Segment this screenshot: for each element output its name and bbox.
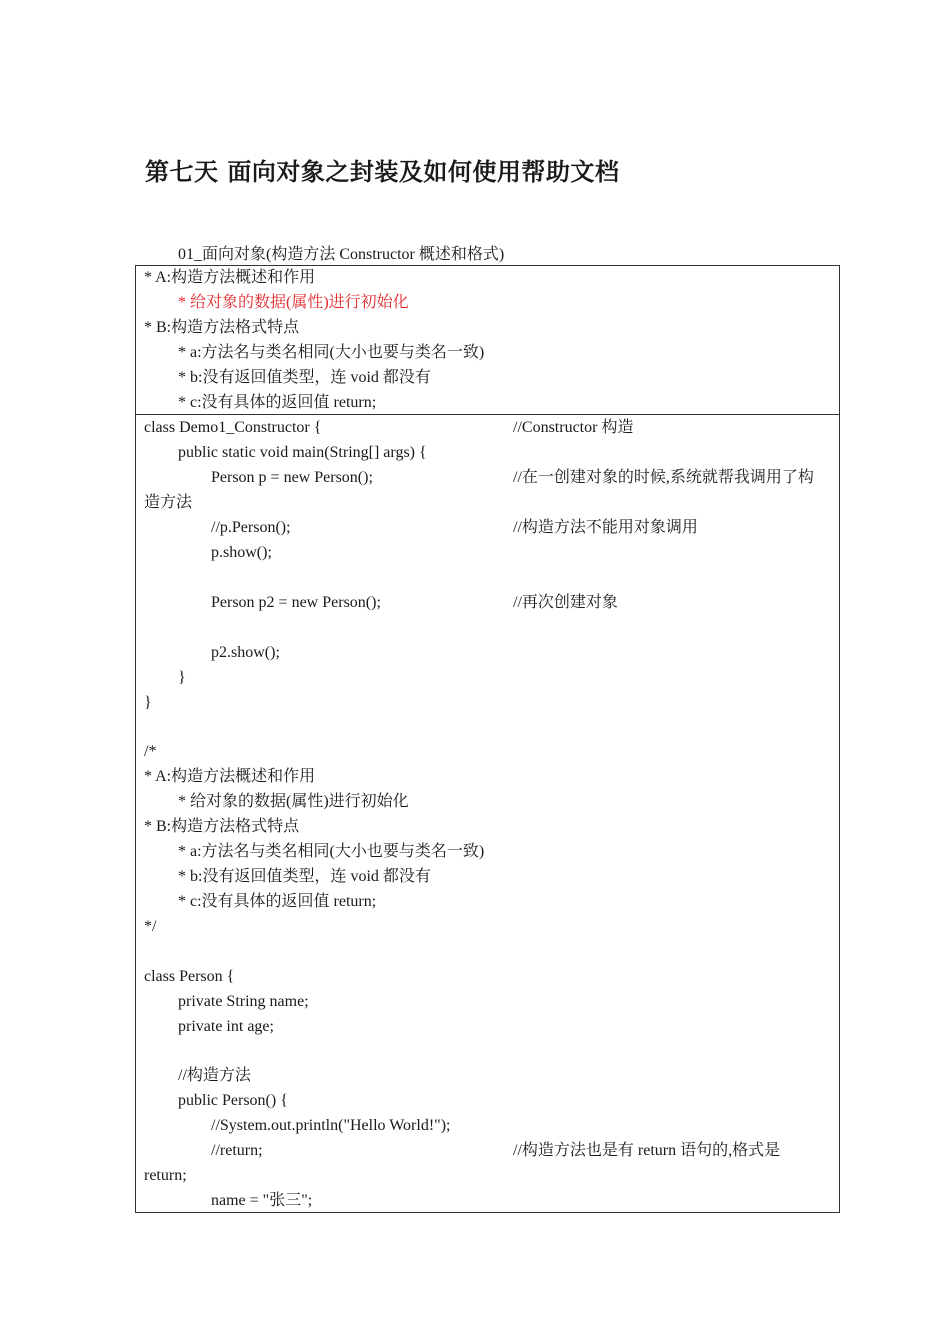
code-line: * c:没有具体的返回值 return; [178,893,377,910]
code-line: class Demo1_Constructor { [144,419,322,436]
code-line: private int age; [178,1018,274,1035]
summary-line: * b:没有返回值类型，连 void 都没有 [178,369,431,386]
code-line: //System.out.println("Hello World!"); [211,1117,451,1134]
code-line: * B:构造方法格式特点 [144,818,300,835]
code-line: * b:没有返回值类型，连 void 都没有 [178,868,431,885]
code-line: p2.show(); [211,644,280,661]
code-box [135,414,840,1213]
code-line: Person p2 = new Person(); [211,594,381,611]
code-line: } [144,694,152,711]
code-line: //p.Person(); [211,519,291,536]
page-title: 第七天 面向对象之封装及如何使用帮助文档 [145,158,620,186]
code-comment: //构造方法不能用对象调用 [513,519,698,536]
code-line: * 给对象的数据(属性)进行初始化 [178,793,409,810]
code-line: public static void main(String[] args) { [178,444,427,461]
code-line: class Person { [144,968,235,985]
code-line: Person p = new Person(); [211,469,373,486]
section-heading: 01_面向对象(构造方法 Constructor 概述和格式) [178,246,505,263]
code-line: /* [144,743,157,760]
code-comment: //Constructor 构造 [513,419,634,436]
code-line: return; [144,1167,187,1184]
code-line: p.show(); [211,544,272,561]
summary-line: * A:构造方法概述和作用 [144,269,316,286]
summary-line: * c:没有具体的返回值 return; [178,394,377,411]
code-line: */ [144,918,157,935]
code-line: 造方法 [144,494,193,511]
code-line: //构造方法 [178,1067,251,1084]
summary-line-highlight: * 给对象的数据(属性)进行初始化 [178,294,409,311]
code-line: //return; [211,1142,263,1159]
summary-line: * a:方法名与类名相同(大小也要与类名一致) [178,344,485,361]
summary-box [135,265,840,415]
code-line: * a:方法名与类名相同(大小也要与类名一致) [178,843,485,860]
code-line: * A:构造方法概述和作用 [144,768,316,785]
code-line: public Person() { [178,1092,288,1109]
code-line: } [178,669,186,686]
code-comment: //构造方法也是有 return 语句的,格式是 [513,1142,781,1159]
code-comment: //在一创建对象的时候,系统就帮我调用了构 [513,469,814,486]
code-line: private String name; [178,993,309,1010]
code-line: name = "张三"; [211,1192,313,1209]
summary-line: * B:构造方法格式特点 [144,319,300,336]
code-comment: //再次创建对象 [513,594,618,611]
